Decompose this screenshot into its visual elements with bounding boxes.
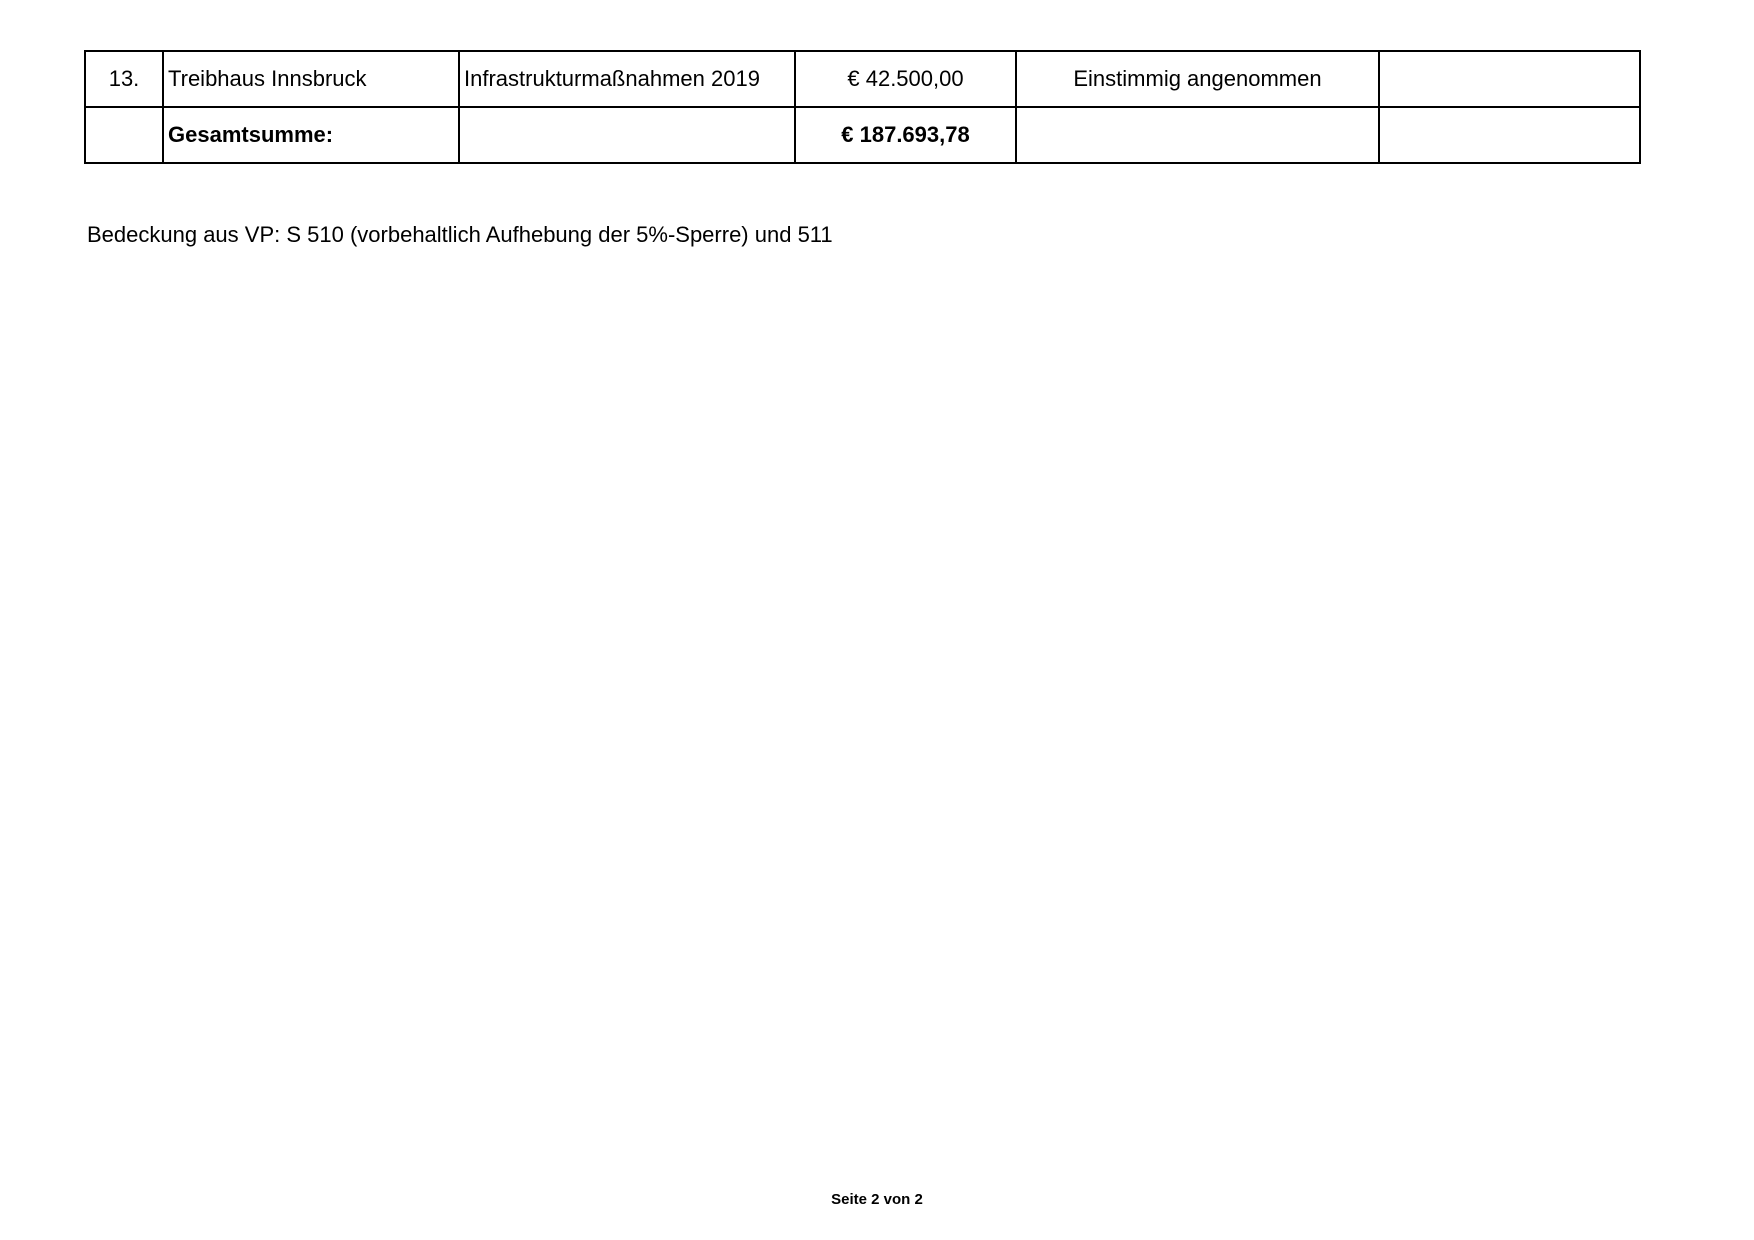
funding-note: Bedeckung aus VP: S 510 (vorbehaltlich Aufhebung der 5%-Sperre) und 511 [87,222,833,247]
grants-table [84,50,1641,164]
total-amount-cell: € 187.693,78 [795,107,1016,163]
page-footer: Seite 2 von 2 [831,1191,923,1208]
total-row [85,107,1640,163]
decision-cell: Einstimmig angenommen [1016,51,1379,107]
remark-cell [1379,107,1640,163]
table-row [85,51,1640,107]
recipient-cell: Treibhaus Innsbruck [163,51,459,107]
row-number-cell: 13. [85,51,163,107]
row-number-cell [85,107,163,163]
purpose-cell [459,107,795,163]
decision-cell [1016,107,1379,163]
amount-cell: € 42.500,00 [795,51,1016,107]
remark-cell [1379,51,1640,107]
total-label-cell: Gesamtsumme: [163,107,459,163]
grants-table-section [84,50,1639,164]
purpose-cell: Infrastrukturmaßnahmen 2019 [459,51,795,107]
